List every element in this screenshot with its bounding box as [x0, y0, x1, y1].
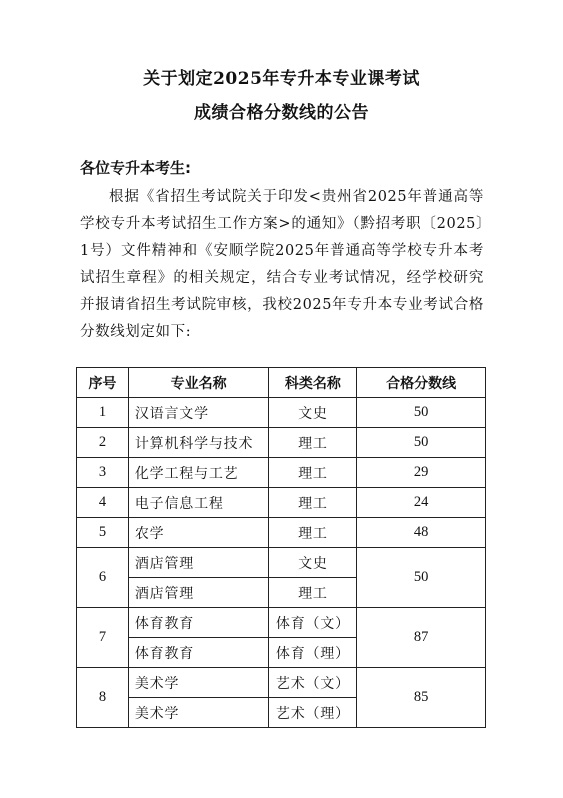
row-category: 理工 [269, 458, 357, 488]
table-row [77, 518, 486, 548]
row-index: 6 [77, 548, 129, 608]
row-index: 2 [77, 428, 129, 458]
table-row [77, 608, 486, 638]
row-score: 50 [357, 428, 486, 458]
table-row [77, 668, 486, 698]
row-score: 48 [357, 518, 486, 548]
document-title-line-2: 成绩合格分数线的公告 [194, 103, 369, 123]
table-row [77, 548, 486, 578]
row-index: 1 [77, 398, 129, 428]
row-score: 87 [357, 608, 486, 668]
row-category: 理工 [269, 518, 357, 548]
row-score: 24 [357, 488, 486, 518]
row-index: 5 [77, 518, 129, 548]
header-category: 科类名称 [269, 368, 357, 398]
row-category: 艺术（文） [269, 668, 357, 698]
salutation: 各位专升本考生: [80, 159, 191, 177]
score-table [76, 367, 486, 728]
row-category: 理工 [269, 488, 357, 518]
row-category: 理工 [269, 428, 357, 458]
row-major: 美术学 [128, 698, 269, 728]
row-category: 体育（文） [269, 608, 357, 638]
table-row [77, 428, 486, 458]
row-category: 艺术（理） [269, 698, 357, 728]
row-major: 电子信息工程 [128, 488, 269, 518]
row-category: 体育（理） [269, 638, 357, 668]
row-major: 计算机科学与技术 [128, 428, 269, 458]
table-header-row [77, 368, 486, 398]
row-category: 文史 [269, 548, 357, 578]
row-major: 化学工程与工艺 [128, 458, 269, 488]
row-major: 酒店管理 [128, 548, 269, 578]
row-score: 50 [357, 398, 486, 428]
body-paragraph: 根据《省招生考试院关于印发<贵州省2025年普通高等学校专升本考试招生工作方案>的通知》（黔招考职〔2025〕1号）文件精神和《安顺学院2025年普通高等学校专升本考试招生章程》的相关规定，结合专业考试情况，经学校研究并报请省招生考试院审核，我校2025年专升本专业考试合格分数线划定如下: [80, 189, 484, 340]
table-row [77, 488, 486, 518]
row-major: 酒店管理 [128, 578, 269, 608]
row-score: 29 [357, 458, 486, 488]
table-row [77, 458, 486, 488]
row-category: 理工 [269, 578, 357, 608]
header-major: 专业名称 [128, 368, 269, 398]
row-major: 农学 [128, 518, 269, 548]
row-index: 3 [77, 458, 129, 488]
document-title-line-1: 关于划定2025年专升本专业课考试 [143, 69, 420, 89]
row-score: 50 [357, 548, 486, 608]
table-row [77, 398, 486, 428]
row-major: 体育教育 [128, 638, 269, 668]
row-index: 4 [77, 488, 129, 518]
row-index: 7 [77, 608, 129, 668]
row-index: 8 [77, 668, 129, 728]
header-score: 合格分数线 [357, 368, 486, 398]
row-major: 汉语言文学 [128, 398, 269, 428]
header-index: 序号 [77, 368, 129, 398]
row-major: 体育教育 [128, 608, 269, 638]
row-major: 美术学 [128, 668, 269, 698]
row-category: 文史 [269, 398, 357, 428]
row-score: 85 [357, 668, 486, 728]
